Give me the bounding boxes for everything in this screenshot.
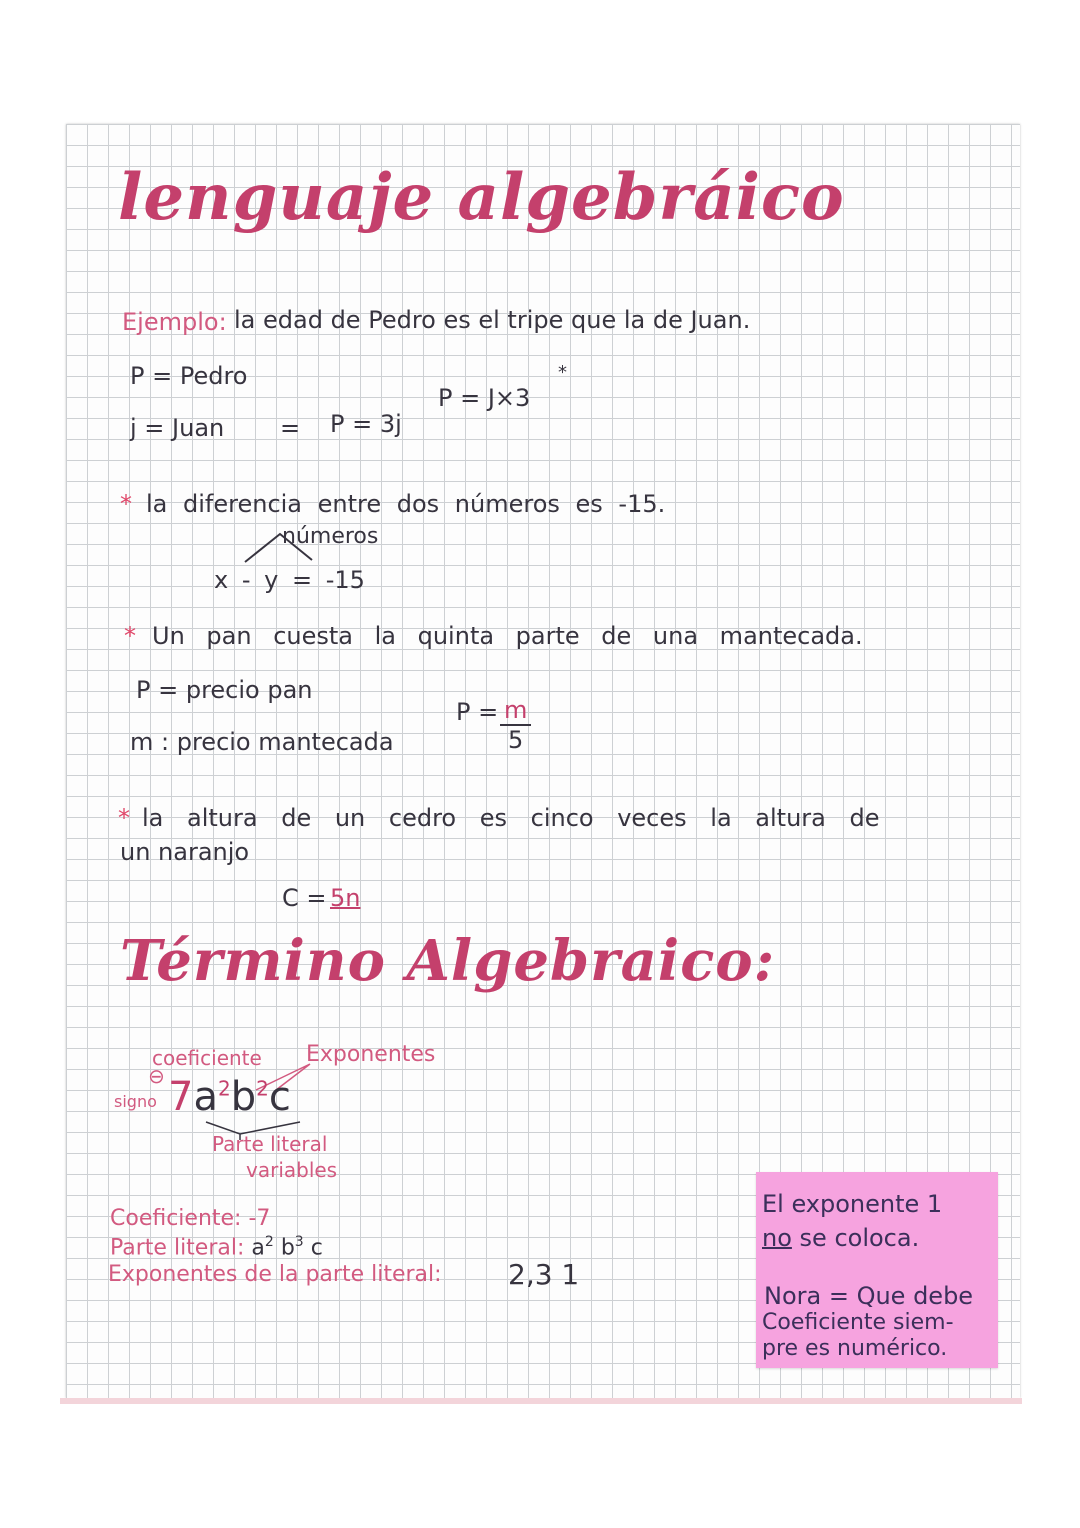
example2-sentence: la diferencia entre dos números es -15.: [146, 490, 666, 518]
literal-a-exp: 2: [264, 1234, 274, 1250]
equation-p-jx3: P = J×3: [438, 384, 531, 412]
summary-literal: [110, 1234, 323, 1260]
summary-coefficient: Coeficiente: -7: [110, 1206, 271, 1231]
note-line-4: Coeficiente siem-: [762, 1310, 954, 1335]
variables-label: variables: [246, 1158, 338, 1182]
note-line-5: pre es numérico.: [762, 1336, 948, 1361]
bullet-star: *: [118, 804, 130, 832]
summary-exponents: Exponentes de la parte literal:: [108, 1262, 442, 1287]
asterisk-mark: *: [558, 362, 567, 383]
equation-c-left: C =: [282, 884, 327, 912]
literal-b: b: [280, 1235, 295, 1261]
definition-p-precio: P = precio pan: [136, 676, 313, 704]
definition-p-pedro: P = Pedro: [130, 362, 248, 390]
exponentes-label: Exponentes: [306, 1042, 436, 1067]
sticky-note: [756, 1172, 998, 1368]
numeros-label: números: [282, 524, 379, 549]
fraction-left: P =: [456, 698, 499, 726]
definition-m-precio: m : precio mantecada: [130, 728, 394, 756]
equation-c-right: 5n: [330, 884, 361, 912]
page-title: lenguaje algebráico: [118, 160, 845, 235]
definition-j-juan: j = Juan: [130, 414, 225, 442]
literal-c: c: [310, 1235, 323, 1261]
note-no: no: [762, 1224, 792, 1252]
literal-prefix: Parte literal:: [110, 1235, 245, 1261]
note-line-2: [762, 1224, 919, 1252]
term-exp-b: 2: [256, 1076, 269, 1101]
example3-sentence: Un pan cuesta la quinta parte de una mantecada.: [152, 622, 863, 650]
term-var-c: c: [268, 1074, 291, 1120]
note-se-coloca: se coloca.: [799, 1224, 920, 1252]
parte-literal-label: Parte literal: [212, 1132, 328, 1156]
example4-sentence: la altura de un cedro es cinco veces la altura de: [142, 804, 880, 832]
fraction-denominator: 5: [508, 726, 524, 754]
term-coefficient: 7: [168, 1074, 194, 1120]
term-var-b: b: [230, 1074, 257, 1120]
summary-exponents-value: 2,3 1: [508, 1258, 580, 1291]
equation-x-minus-y: x - y = -15: [214, 566, 365, 594]
signo-label: signo: [114, 1092, 157, 1111]
equals-sign: =: [280, 414, 301, 442]
note-line-1: El exponente 1: [762, 1190, 943, 1218]
fraction-numerator: m: [500, 696, 531, 726]
term-var-a: a: [193, 1074, 218, 1120]
fraction-m-over-5: [500, 696, 531, 754]
paper-bottom-edge: [60, 1398, 1022, 1404]
term-exp-a: 2: [217, 1076, 231, 1101]
literal-b-exp: 3: [294, 1234, 304, 1250]
algebraic-term: [168, 1074, 291, 1120]
example1-sentence: la edad de Pedro es el tripe que la de Juan.: [234, 306, 751, 334]
note-line-3: Nora = Que debe: [764, 1282, 974, 1310]
sign-circle-icon: ⊖: [148, 1064, 165, 1088]
example4-sentence-continued: un naranjo: [120, 838, 250, 866]
equation-p-3j: P = 3j: [330, 410, 402, 438]
bullet-star: *: [120, 490, 132, 518]
coeficiente-label: coeficiente: [152, 1046, 262, 1070]
bullet-star: *: [124, 622, 136, 650]
section-title: Término Algebraico:: [120, 928, 776, 994]
literal-a: a: [251, 1235, 265, 1261]
example-label: Ejemplo:: [122, 308, 227, 336]
bracket-lines: [240, 530, 320, 564]
